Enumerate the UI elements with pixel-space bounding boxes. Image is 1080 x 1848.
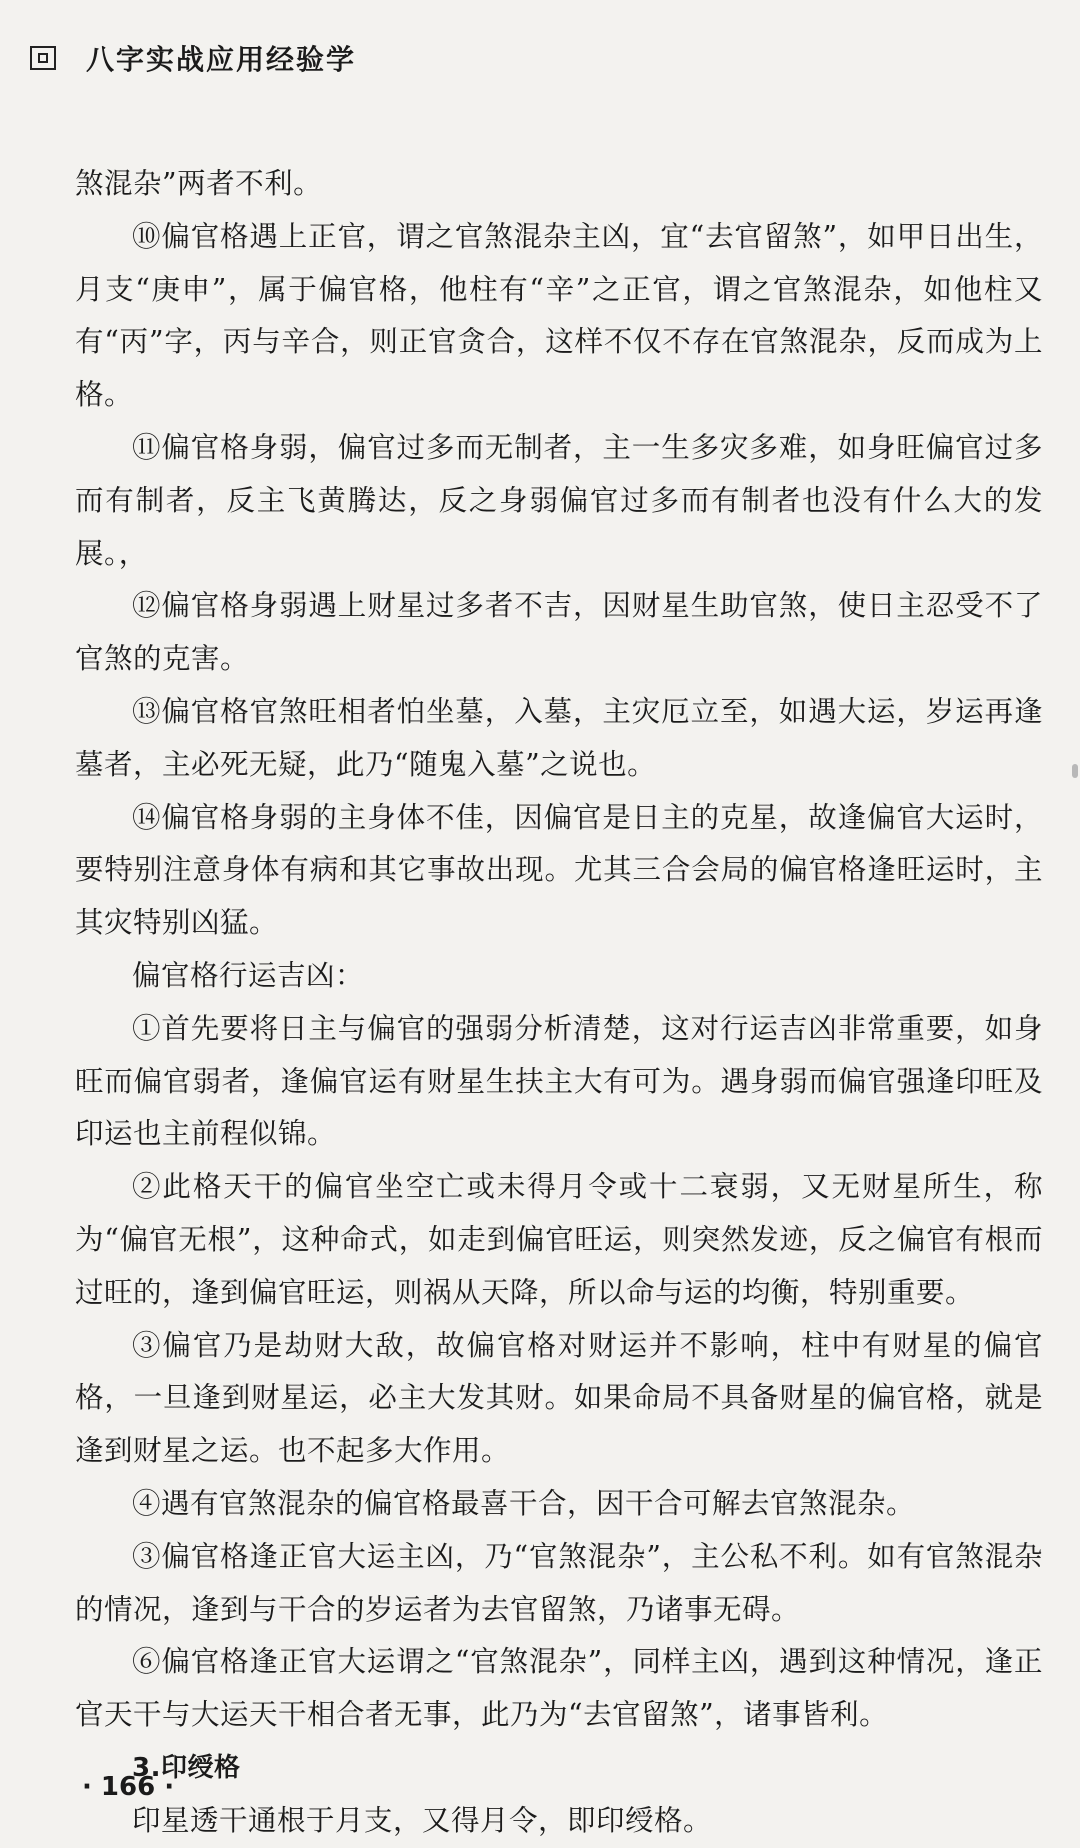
paragraph: ②此格天干的偏官坐空亡或未得月令或十二衰弱，又无财星所生，称为“偏官无根”，这种命式，如走到偏官旺运，则突然发迹，反之偏官有根而过旺的，逢到偏官旺运，则祸从天降，所以命与运的均衡，特别重要。 (75, 1170, 1043, 1309)
paragraph: 煞混杂”两者不利。 (75, 167, 323, 200)
paragraph: ①首先要将日主与偏官的强弱分析清楚，这对行运吉凶非常重要，如身旺而偏官弱者，逢偏官运有财星生扶主大有可为。遇身弱而偏官强逢印旺及印运也主前程似锦。 (75, 1011, 1043, 1151)
page-header (30, 38, 356, 78)
section-text: 印星透干通根于月支，又得月令，即印绶格。 (132, 1803, 713, 1837)
paragraph: ⑩偏官格遇上正官，谓之官煞混杂主凶，宜“去官留煞”，如甲日出生，月支“庚申”，属于偏官格，他柱有“辛”之正官，谓之官煞混杂，如他柱又有“丙”字，丙与辛合，则正官贪合，这样不仅不存在官煞混杂，反而成为上格。 (75, 219, 1043, 412)
page-number: · 166 · (82, 1772, 175, 1802)
paragraph: ③偏官格逢正官大运主凶，乃“官煞混杂”，主公私不利。如有官煞混杂的情况，逢到与干合的岁运者为去官留煞，乃诸事无碍。 (75, 1539, 1043, 1626)
book-title: 八字实战应用经验学 (86, 43, 357, 76)
book-square-icon (30, 46, 56, 70)
paragraph: ③偏官乃是劫财大敌，故偏官格对财运并不影响，柱中有财星的偏官格，一旦逢到财星运，必主大发其财。如果命局不具备财星的偏官格，就是逢到财星之运。也不起多大作用。 (75, 1328, 1043, 1468)
paragraph: ⑭偏官格身弱的主身体不佳，因偏官是日主的克星，故逢偏官大运时，要特别注意身体有病和其它事故出现。尤其三合会局的偏官格逢旺运时，主其灾特别凶猛。 (75, 800, 1043, 940)
paragraph: ⑫偏官格身弱遇上财星过多者不吉，因财星生助官煞，使日主忍受不了官煞的克害。 (75, 589, 1043, 676)
paragraph: ⑥偏官格逢正官大运谓之“官煞混杂”，同样主凶，遇到这种情况，逢正官天干与大运天干相合者无事，此乃为“去官留煞”，诸事皆利。 (75, 1645, 1043, 1732)
scroll-indicator[interactable] (1072, 764, 1078, 778)
paragraph: 偏官格行运吉凶： (132, 958, 365, 992)
paragraph: ④遇有官煞混杂的偏官格最喜干合，因干合可解去官煞混杂。 (132, 1486, 916, 1520)
page-body (75, 158, 1043, 1848)
section-heading: 3.印绶格 (132, 1752, 241, 1783)
paragraph: ⑬偏官格官煞旺相者怕坐墓，入墓，主灾厄立至，如遇大运，岁运再逢墓者，主必死无疑，此乃“随鬼入墓”之说也。 (75, 694, 1043, 781)
paragraph: ⑪偏官格身弱，偏官过多而无制者，主一生多灾多难，如身旺偏官过多而有制者，反主飞黄腾达，反之身弱偏官过多而有制者也没有什么大的发展。， (75, 430, 1043, 570)
